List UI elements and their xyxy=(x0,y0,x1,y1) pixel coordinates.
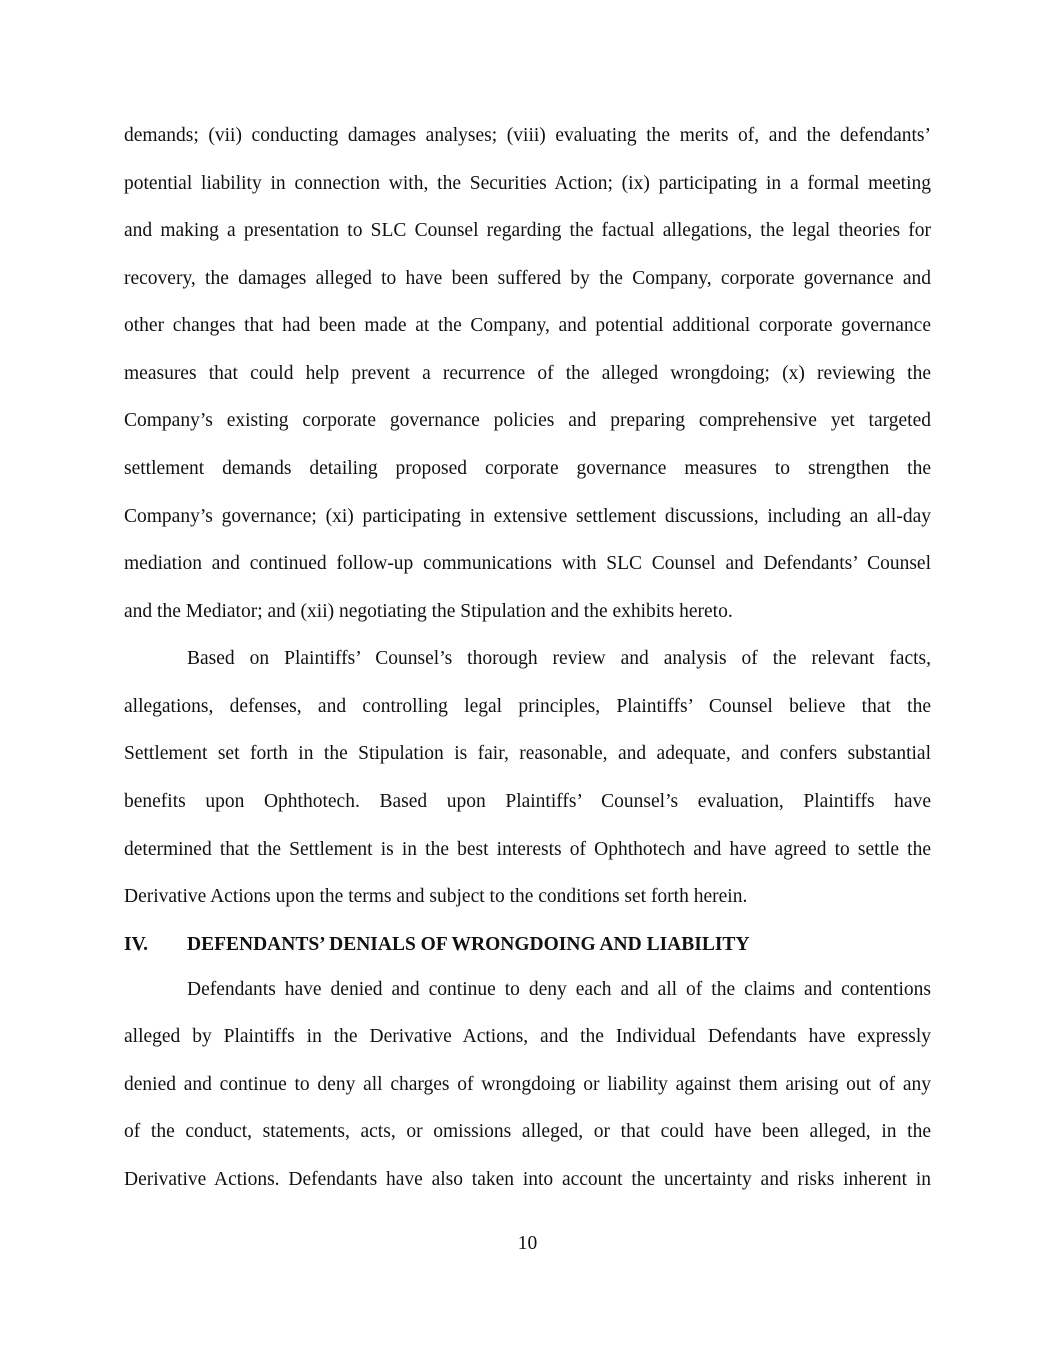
paragraph-1-line: and making a presentation to SLC Counsel regarding the factual allegations, the legal theories for xyxy=(124,220,931,241)
paragraph-3-line: of the conduct, statements, acts, or omissions alleged, or that could have been alleged, in the xyxy=(124,1121,931,1142)
paragraph-3-line: Defendants have denied and continue to deny each and all of the claims and contentions xyxy=(187,979,931,1000)
paragraph-2-line: Derivative Actions upon the terms and subject to the conditions set forth herein. xyxy=(124,886,748,907)
page-number: 10 xyxy=(517,1233,538,1254)
paragraph-1-line: settlement demands detailing proposed corporate governance measures to strengthen the xyxy=(124,458,931,479)
paragraph-3-line: alleged by Plaintiffs in the Derivative Actions, and the Individual Defendants have expressly xyxy=(124,1026,931,1047)
paragraph-2-line: allegations, defenses, and controlling legal principles, Plaintiffs’ Counsel believe that the xyxy=(124,696,931,717)
paragraph-2-line: Based on Plaintiffs’ Counsel’s thorough review and analysis of the relevant facts, xyxy=(187,648,931,669)
paragraph-2-line: determined that the Settlement is in the best interests of Ophthotech and have agreed to settle the xyxy=(124,839,931,860)
paragraph-1-line: potential liability in connection with, the Securities Action; (ix) participating in a formal meeting xyxy=(124,173,931,194)
paragraph-1-line: recovery, the damages alleged to have been suffered by the Company, corporate governance and xyxy=(124,268,931,289)
paragraph-3-line: Derivative Actions. Defendants have also taken into account the uncertainty and risks inherent in xyxy=(124,1169,931,1190)
paragraph-1-line: Company’s governance; (xi) participating in extensive settlement discussions, including an all-day xyxy=(124,506,931,527)
paragraph-3-line: denied and continue to deny all charges of wrongdoing or liability against them arising out of any xyxy=(124,1074,931,1095)
paragraph-1-line: Company’s existing corporate governance policies and preparing comprehensive yet targeted xyxy=(124,410,931,431)
section-title: DEFENDANTS’ DENIALS OF WRONGDOING AND LIABILITY xyxy=(187,934,750,955)
paragraph-1-line: and the Mediator; and (xii) negotiating the Stipulation and the exhibits hereto. xyxy=(124,601,733,622)
paragraph-1-line: demands; (vii) conducting damages analyses; (viii) evaluating the merits of, and the defendants’ xyxy=(124,125,931,146)
paragraph-2-line: Settlement set forth in the Stipulation is fair, reasonable, and adequate, and confers substantial xyxy=(124,743,931,764)
paragraph-1-line: other changes that had been made at the Company, and potential additional corporate governance xyxy=(124,315,931,336)
paragraph-2-line: benefits upon Ophthotech. Based upon Plaintiffs’ Counsel’s evaluation, Plaintiffs have xyxy=(124,791,931,812)
paragraph-1-line: mediation and continued follow-up communications with SLC Counsel and Defendants’ Counsel xyxy=(124,553,931,574)
paragraph-1-line: measures that could help prevent a recurrence of the alleged wrongdoing; (x) reviewing the xyxy=(124,363,931,384)
section-number: IV. xyxy=(124,934,149,955)
